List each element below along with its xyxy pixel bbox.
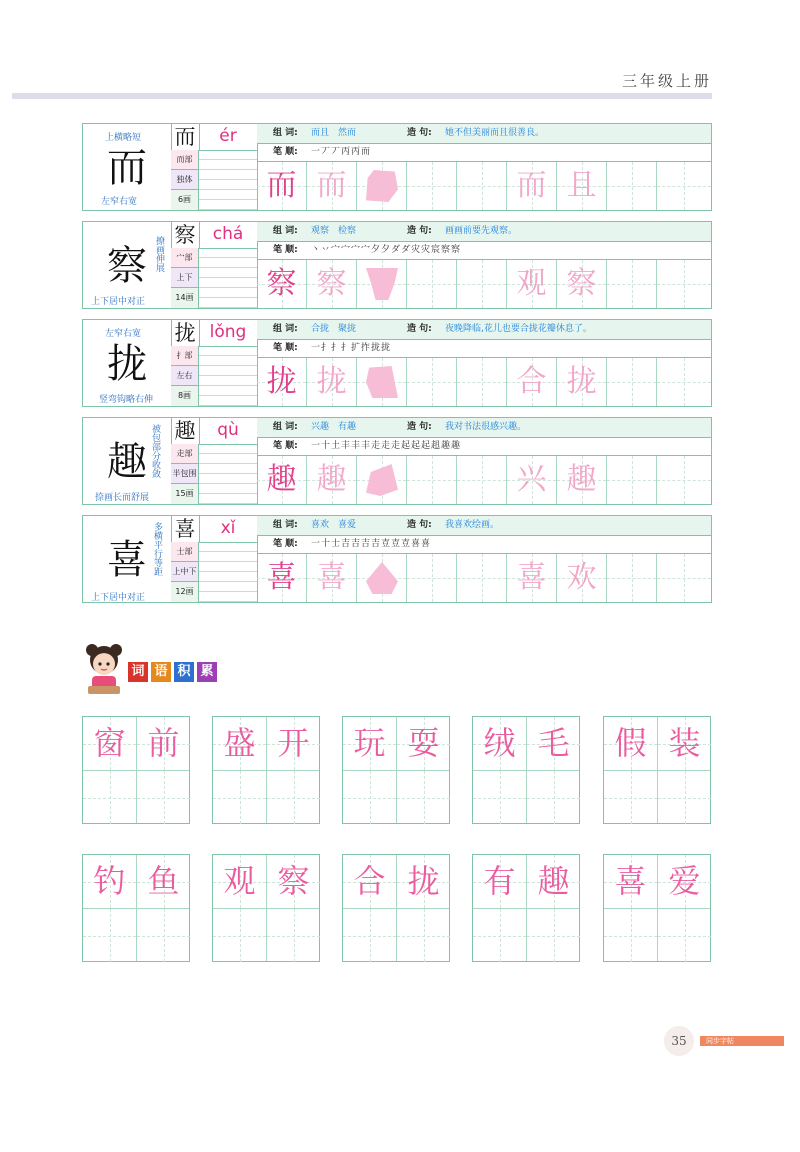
box-divider (343, 908, 449, 909)
practice-cell (257, 260, 307, 308)
model-char: 拢 (107, 341, 147, 387)
vocab-box (603, 716, 711, 824)
box-divider (83, 770, 189, 771)
structure-note: 左窄右宽 (105, 329, 142, 339)
vocab-cell (137, 855, 190, 908)
structure-note: 捺画长而舒展 (95, 493, 150, 503)
section-badge: 语 (151, 662, 171, 682)
practice-cell (357, 456, 407, 504)
practice-cell (657, 554, 711, 602)
practice-cell (457, 260, 507, 308)
stroke-count-tag: 12画 (171, 582, 199, 602)
practice-grid (257, 358, 711, 406)
sentence-label: 造 句: (407, 324, 432, 334)
vocab-cell (137, 909, 190, 962)
word-practice-char: 而 (516, 168, 547, 203)
vocab-section-title (84, 640, 244, 696)
practice-cell (407, 162, 457, 210)
stroke-count-tag: 15画 (171, 484, 199, 504)
practice-cell (357, 260, 407, 308)
practice-cell (557, 162, 607, 210)
practice-cell (607, 260, 657, 308)
trace-char-light: 趣 (316, 462, 347, 497)
vocab-char: 耍 (407, 724, 440, 762)
practice-cell (657, 162, 711, 210)
words-label: 组 词: (273, 324, 298, 334)
structure-note: 被包部分收敛 (150, 424, 160, 478)
vocab-cell (343, 771, 396, 824)
practice-cell (307, 260, 357, 308)
strokes-value: 一丆丆丙丙而 (311, 147, 372, 157)
vocab-cell (527, 771, 580, 824)
word-practice-char: 观 (516, 266, 547, 301)
structure-tag: 上中下 (171, 562, 199, 582)
vocab-cell (83, 909, 136, 962)
words-row (257, 124, 711, 144)
structure-note: 上下居中对正 (91, 297, 146, 307)
vocab-box (82, 854, 190, 962)
practice-cell (457, 554, 507, 602)
practice-cell (257, 456, 307, 504)
vocab-cell (473, 909, 526, 962)
vocab-cell (83, 855, 136, 908)
vocab-box (82, 716, 190, 824)
practice-cell (407, 358, 457, 406)
model-char: 察 (107, 243, 147, 289)
words-value: 喜欢 喜爱 (311, 520, 357, 530)
vocab-box (342, 716, 450, 824)
trace-char-dark: 拢 (266, 364, 297, 399)
writing-lines (199, 150, 257, 210)
strokes-value: 一扌扌扌扩拃拢拢 (311, 343, 392, 353)
words-value: 而且 然而 (311, 128, 357, 138)
vocab-char: 毛 (537, 724, 570, 762)
model-char: 趣 (107, 439, 147, 485)
words-label: 组 词: (273, 226, 298, 236)
practice-cell (507, 358, 557, 406)
practice-cell (407, 554, 457, 602)
box-divider (604, 770, 710, 771)
sentence-value: 我对书法很感兴趣。 (445, 422, 527, 432)
vocab-char: 开 (277, 724, 310, 762)
practice-cell (457, 358, 507, 406)
strokes-label: 笔 顺: (273, 441, 298, 451)
vocab-cell (213, 909, 266, 962)
practice-cell (557, 260, 607, 308)
writing-lines (199, 444, 257, 504)
words-row (257, 320, 711, 340)
char-info-panel (171, 516, 258, 602)
vocab-cell (343, 855, 396, 908)
char-block-cha (82, 221, 712, 309)
word-practice-char: 趣 (566, 462, 597, 497)
practice-cell (457, 456, 507, 504)
vocab-cell (343, 909, 396, 962)
practice-cell (307, 456, 357, 504)
box-divider (213, 770, 319, 771)
trace-char-dark: 喜 (266, 560, 297, 595)
practice-cell (607, 162, 657, 210)
practice-grid (257, 260, 711, 308)
words-row (257, 516, 711, 536)
vocab-char: 喜 (614, 862, 647, 900)
word-practice-char: 合 (516, 364, 547, 399)
practice-cell (307, 162, 357, 210)
word-practice-char: 兴 (516, 462, 547, 497)
vocab-char: 合 (353, 862, 386, 900)
vocab-cell (267, 909, 320, 962)
sentence-label: 造 句: (407, 226, 432, 236)
vocab-char: 有 (483, 862, 516, 900)
vocab-cell (267, 855, 320, 908)
strokes-row (257, 339, 711, 358)
practice-cell (607, 358, 657, 406)
word-practice-char: 喜 (516, 560, 547, 595)
practice-cell (507, 456, 557, 504)
practice-cell (507, 162, 557, 210)
vocab-cell (267, 771, 320, 824)
vocab-cell (473, 717, 526, 770)
vocab-box (472, 716, 580, 824)
strokes-label: 笔 顺: (273, 147, 298, 157)
vocab-box (603, 854, 711, 962)
practice-cell (357, 554, 407, 602)
vocab-cell (397, 855, 450, 908)
writing-lines (199, 542, 257, 602)
vocab-cell (137, 771, 190, 824)
ghost-shape (366, 268, 398, 300)
small-char: 喜 (171, 516, 200, 543)
words-value: 兴趣 有趣 (311, 422, 357, 432)
ghost-shape (366, 562, 398, 594)
vocab-cell (658, 771, 711, 824)
strokes-label: 笔 顺: (273, 245, 298, 255)
practice-cell (257, 554, 307, 602)
vocab-cell (658, 855, 711, 908)
practice-cell (357, 358, 407, 406)
practice-cell (507, 260, 557, 308)
model-char-panel (83, 418, 172, 504)
vocab-cell (137, 717, 190, 770)
vocab-char: 钓 (93, 862, 126, 900)
word-practice-char: 欢 (566, 560, 597, 595)
practice-cell (657, 358, 711, 406)
vocab-cell (604, 909, 657, 962)
model-char-panel (83, 516, 172, 602)
vocab-cell (397, 717, 450, 770)
vocab-cell (473, 771, 526, 824)
trace-char-light: 察 (316, 266, 347, 301)
model-char: 而 (107, 145, 147, 191)
radical-tag: 扌部 (171, 346, 199, 366)
trace-char-light: 拢 (316, 364, 347, 399)
vocab-cell (658, 909, 711, 962)
vocab-cell (267, 717, 320, 770)
strokes-label: 笔 顺: (273, 539, 298, 549)
vocab-cell (213, 855, 266, 908)
practice-cell (607, 456, 657, 504)
section-badge: 累 (197, 662, 217, 682)
vocab-char: 鱼 (147, 862, 180, 900)
vocab-char: 假 (614, 724, 647, 762)
pinyin: qù (199, 418, 257, 445)
practice-cell (307, 358, 357, 406)
box-divider (473, 770, 579, 771)
sentence-value: 我喜欢绘画。 (445, 520, 500, 530)
box-divider (213, 908, 319, 909)
stroke-count-tag: 6画 (171, 190, 199, 210)
char-info-panel (171, 222, 258, 308)
char-info-panel (171, 418, 258, 504)
radical-tag: 士部 (171, 542, 199, 562)
char-block-er (82, 123, 712, 211)
strokes-value: 一十士吉吉吉吉壴壴壴喜喜 (311, 539, 432, 549)
model-char: 喜 (107, 537, 147, 583)
structure-tag: 左右 (171, 366, 199, 386)
vocab-char: 窗 (93, 724, 126, 762)
structure-tag: 独体 (171, 170, 199, 190)
practice-cell (607, 554, 657, 602)
strokes-value: 丶丷宀宀宀宀夕夕ダダ灾灾宸察察 (311, 245, 462, 255)
structure-note: 上横略短 (105, 133, 142, 143)
char-block-long (82, 319, 712, 407)
vocab-box (342, 854, 450, 962)
practice-cell (357, 162, 407, 210)
vocab-cell (213, 717, 266, 770)
strokes-label: 笔 顺: (273, 343, 298, 353)
strokes-row (257, 535, 711, 554)
practice-cell (307, 554, 357, 602)
vocab-char: 绒 (483, 724, 516, 762)
vocab-cell (604, 771, 657, 824)
structure-note: 竖弯钩略右伸 (99, 395, 154, 405)
practice-cell (557, 554, 607, 602)
word-practice-char: 察 (566, 266, 597, 301)
vocab-char: 察 (277, 862, 310, 900)
footer-tab: 同步字帖 (700, 1036, 784, 1046)
vocab-cell (397, 909, 450, 962)
vocab-cell (658, 717, 711, 770)
strokes-value: 一十土丰丰丰走走走起起起趄趣趣 (311, 441, 462, 451)
vocab-char: 装 (668, 724, 701, 762)
practice-cell (557, 456, 607, 504)
trace-char-light: 喜 (316, 560, 347, 595)
practice-cell (407, 260, 457, 308)
vocab-cell (604, 717, 657, 770)
small-char: 而 (171, 124, 200, 151)
structure-tag: 上下 (171, 268, 199, 288)
vocab-cell (527, 855, 580, 908)
vocab-char: 观 (223, 862, 256, 900)
sentence-label: 造 句: (407, 520, 432, 530)
ghost-shape (366, 366, 398, 398)
radical-tag: 宀部 (171, 248, 199, 268)
vocab-char: 盛 (223, 724, 256, 762)
practice-grid (257, 554, 711, 602)
structure-note: 左窄右宽 (101, 197, 138, 207)
practice-cell (657, 260, 711, 308)
word-practice-char: 拢 (566, 364, 597, 399)
vocab-char: 前 (147, 724, 180, 762)
words-label: 组 词: (273, 422, 298, 432)
char-block-qu (82, 417, 712, 505)
small-char: 趣 (171, 418, 200, 445)
words-label: 组 词: (273, 128, 298, 138)
char-info-panel (171, 124, 258, 210)
practice-cell (657, 456, 711, 504)
vocab-cell (527, 909, 580, 962)
word-practice-char: 且 (566, 168, 597, 203)
box-divider (343, 770, 449, 771)
structure-tag: 半包围 (171, 464, 199, 484)
vocab-box (212, 854, 320, 962)
pinyin: chá (199, 222, 257, 249)
model-char-panel (83, 320, 172, 406)
ghost-shape (366, 464, 398, 496)
structure-note: 上下居中对正 (91, 593, 146, 603)
trace-char-dark: 趣 (266, 462, 297, 497)
small-char: 察 (171, 222, 200, 249)
words-value: 合拢 聚拢 (311, 324, 357, 334)
vocab-char: 爱 (668, 862, 701, 900)
section-badge: 词 (128, 662, 148, 682)
stroke-count-tag: 8画 (171, 386, 199, 406)
vocab-box (212, 716, 320, 824)
ghost-shape (366, 170, 398, 202)
vocab-cell (343, 717, 396, 770)
pinyin: ér (199, 124, 257, 151)
practice-cell (407, 456, 457, 504)
writing-lines (199, 248, 257, 308)
structure-note: 撩画伸展 (154, 236, 164, 272)
trace-char-dark: 而 (266, 168, 297, 203)
char-block-xi (82, 515, 712, 603)
sentence-value: 夜晚降临,花儿也要合拢花瓣休息了。 (445, 324, 592, 334)
header-title: 三年级上册 (621, 72, 712, 90)
sentence-value: 画画前要先观察。 (445, 226, 518, 236)
words-value: 观察 检察 (311, 226, 357, 236)
girl-avatar-icon (84, 640, 124, 696)
vocab-cell (397, 771, 450, 824)
strokes-row (257, 437, 711, 456)
pinyin: xǐ (199, 516, 257, 543)
vocab-box (472, 854, 580, 962)
practice-cell (457, 162, 507, 210)
practice-grid (257, 162, 711, 210)
small-char: 拢 (171, 320, 200, 347)
box-divider (473, 908, 579, 909)
pinyin: lǒng (199, 320, 257, 347)
trace-char-light: 而 (316, 168, 347, 203)
practice-cell (507, 554, 557, 602)
stroke-count-tag: 14画 (171, 288, 199, 308)
vocab-char: 玩 (353, 724, 386, 762)
vocab-char: 趣 (537, 862, 570, 900)
vocab-cell (83, 717, 136, 770)
vocab-cell (213, 771, 266, 824)
model-char-panel (83, 124, 172, 210)
sentence-label: 造 句: (407, 128, 432, 138)
sentence-value: 她不但美丽而且很善良。 (445, 128, 545, 138)
box-divider (604, 908, 710, 909)
strokes-row (257, 143, 711, 162)
vocab-cell (604, 855, 657, 908)
words-label: 组 词: (273, 520, 298, 530)
header-bar (12, 93, 712, 99)
practice-grid (257, 456, 711, 504)
radical-tag: 而部 (171, 150, 199, 170)
writing-lines (199, 346, 257, 406)
sentence-label: 造 句: (407, 422, 432, 432)
words-row (257, 418, 711, 438)
vocab-cell (527, 717, 580, 770)
practice-cell (557, 358, 607, 406)
practice-cell (257, 162, 307, 210)
strokes-row (257, 241, 711, 260)
words-row (257, 222, 711, 242)
practice-cell (257, 358, 307, 406)
page-number: 35 (664, 1026, 694, 1056)
section-badge: 积 (174, 662, 194, 682)
vocab-cell (473, 855, 526, 908)
trace-char-dark: 察 (266, 266, 297, 301)
structure-note: 多横平行等距 (152, 522, 162, 576)
vocab-cell (83, 771, 136, 824)
vocab-char: 拢 (407, 862, 440, 900)
char-info-panel (171, 320, 258, 406)
radical-tag: 走部 (171, 444, 199, 464)
box-divider (83, 908, 189, 909)
model-char-panel (83, 222, 172, 308)
